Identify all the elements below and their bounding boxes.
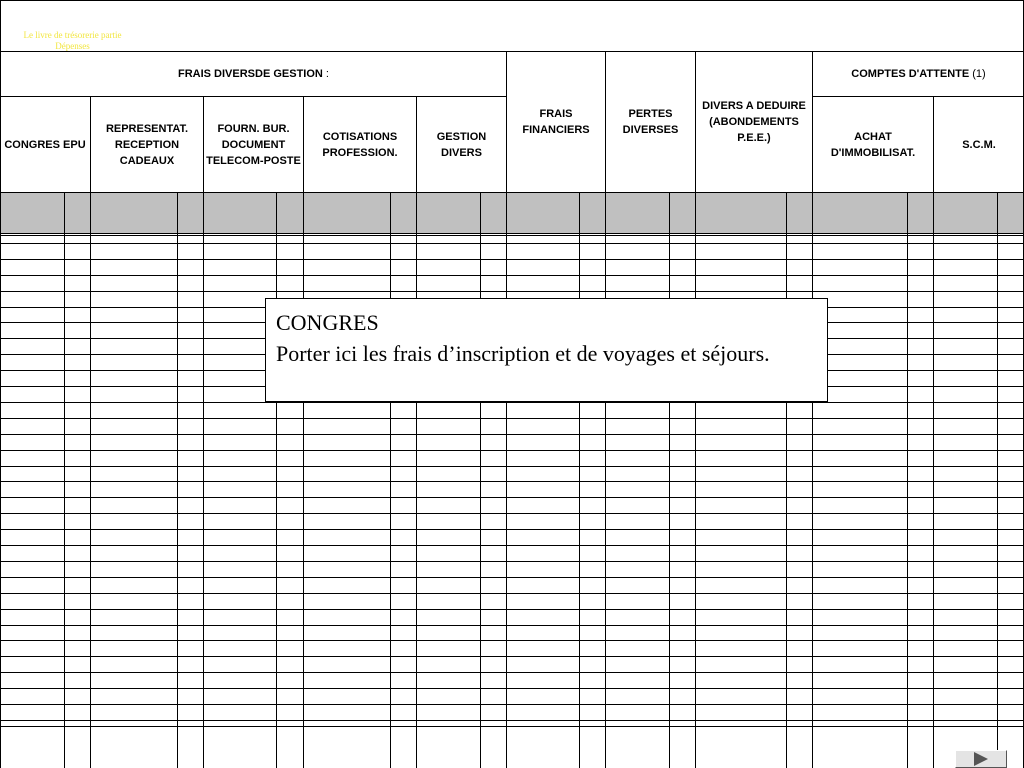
caption-line-2: Dépenses: [55, 41, 90, 51]
frais-divers-gestion-suffix: :: [322, 68, 329, 80]
header-frais-divers-gestion: [0, 52, 507, 96]
column-header-representation: REPRESENTAT. RECEPTION CADEAUX: [105, 122, 189, 167]
column-header-frais-financiers: FRAIS FINANCIERS: [522, 108, 590, 136]
column-header-fournitures: FOURN. BUR. DOCUMENT TELECOM-POSTE: [206, 122, 301, 167]
slide-caption: [0, 30, 145, 52]
column-header-achat-immobilisat: ACHAT D'IMMOBILISAT.: [830, 130, 916, 159]
frais-divers-gestion-label: FRAIS DIVERSDE GESTION: [178, 68, 323, 80]
column-header-pertes-diverses: PERTES DIVERSES: [622, 108, 679, 136]
column-header-cotisations: COTISATIONS PROFESSION.: [322, 130, 398, 159]
comptes-attente-suffix: (1): [969, 68, 986, 80]
column-header-congres-epu: CONGRES EPU: [4, 138, 86, 151]
tooltip-body: Porter ici les frais d’inscription et de voyages et séjours.: [276, 341, 770, 366]
total-row-shading: [0, 192, 1024, 233]
tooltip-title: CONGRES: [276, 310, 379, 335]
play-next-icon: [974, 752, 988, 766]
comptes-attente-label: COMPTES D'ATTENTE: [851, 68, 970, 80]
column-header-scm: S.C.M.: [962, 138, 996, 151]
column-header-divers-a-deduire: DIVERS A DEDUIRE (ABONDEMENTS P.E.E.): [702, 100, 806, 144]
next-slide-button[interactable]: [955, 750, 1007, 768]
caption-line-1: Le livre de trésorerie partie: [23, 30, 122, 40]
congres-tooltip: [265, 298, 828, 402]
header-comptes-attente: [813, 52, 1024, 96]
column-header-gestion-divers: GESTION DIVERS: [436, 130, 487, 159]
